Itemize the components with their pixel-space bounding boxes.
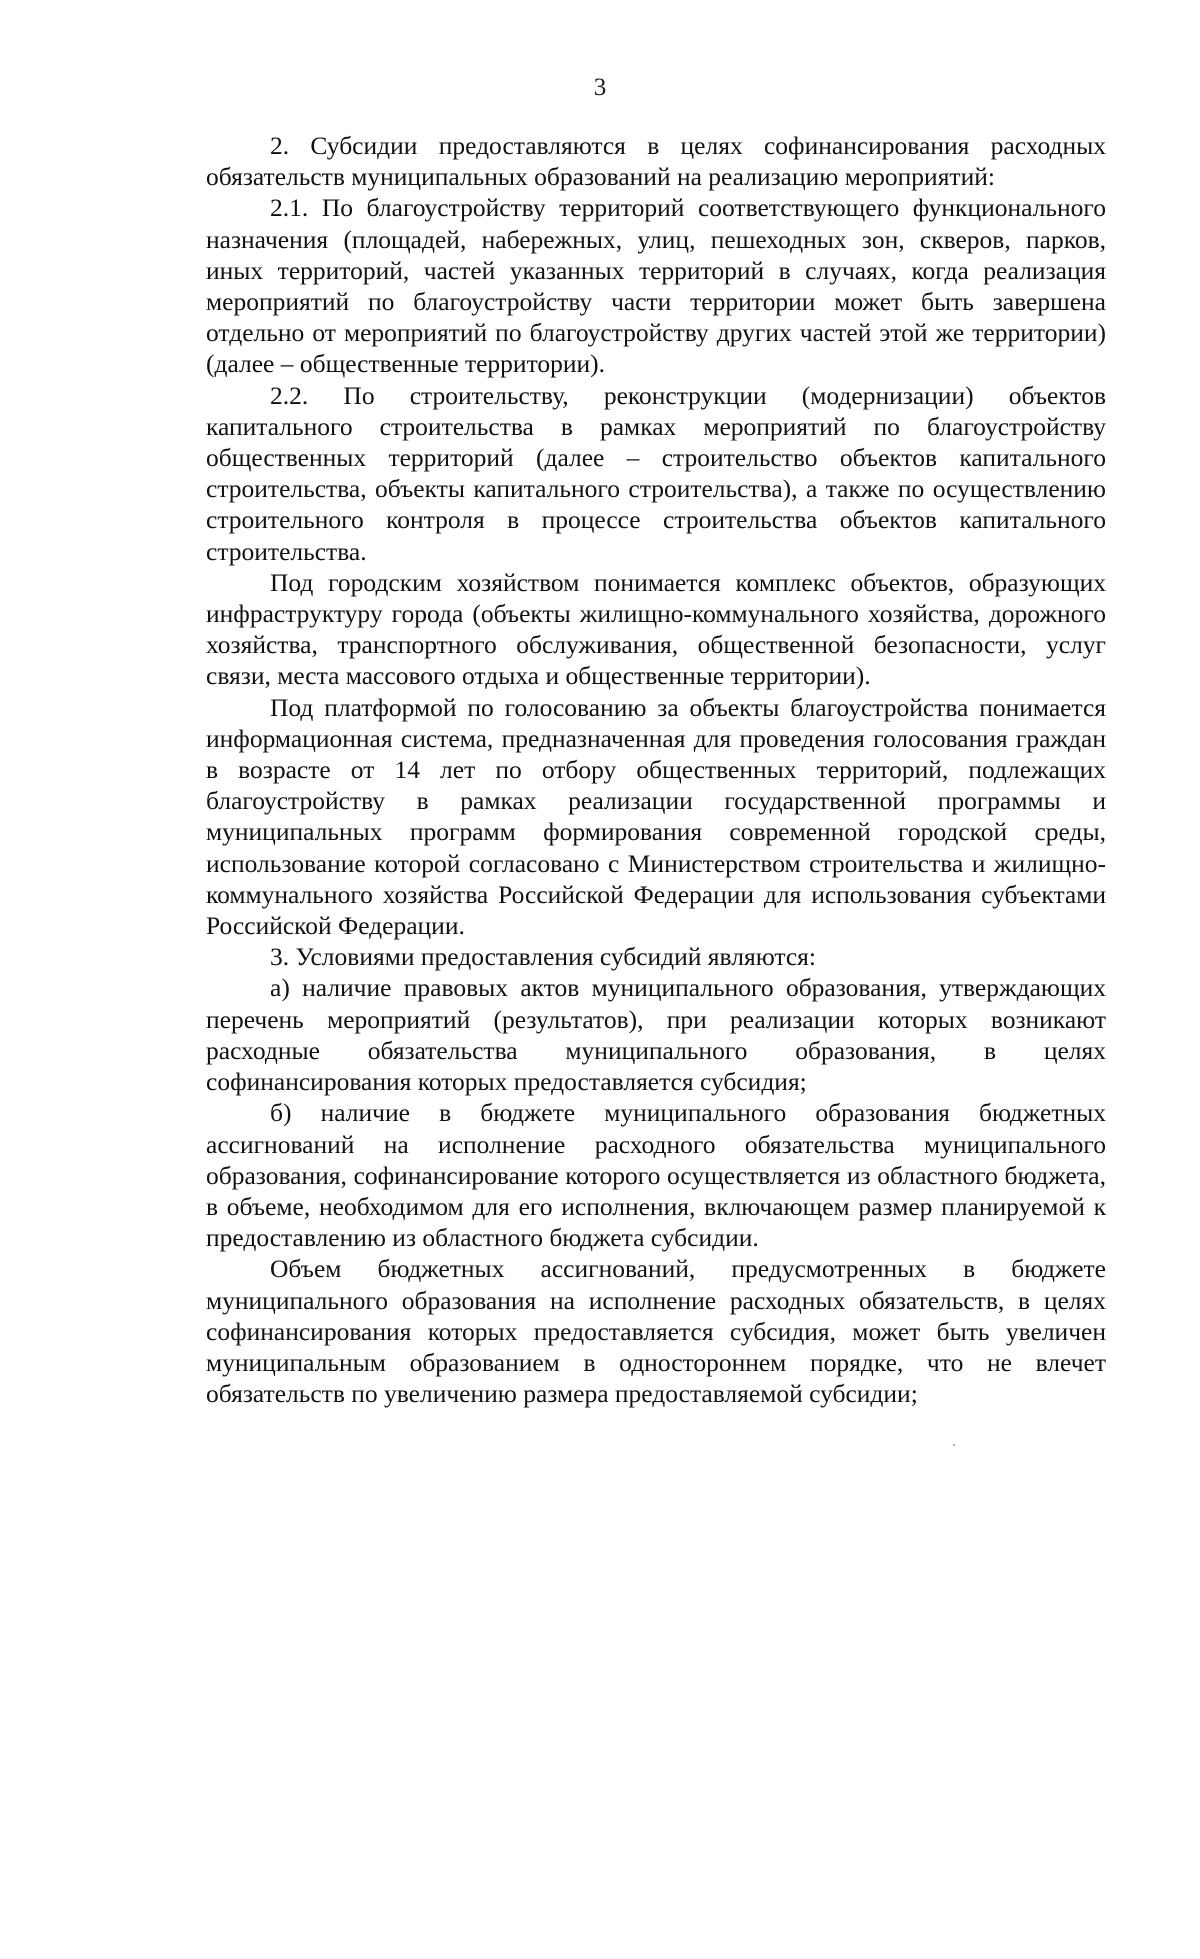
document-body — [206, 130, 1106, 1409]
page-number: 3 — [593, 74, 607, 101]
paragraph-2-1: 2.1. По благоустройству территорий соответствующего функционального назначения (площадей, набережных, улиц, пешеходных зон, скверов, парков, иных территорий, частей указанных территорий в случаях, когда реализация мероприятий по благоустройству части территории может быть завершена отдельно от мероприятий по благоустройству других частей этой же территории) (далее – общественные территории). — [206, 193, 1106, 379]
paragraph-voting-platform-definition: Под платформой по голосованию за объекты благоустройства понимается информационная система, предназначенная для проведения голосования граждан в возрасте от 14 лет по отбору общественных территорий, подлежащих благоустройству в рамках реализации государственной программы и муниципальных программ формирования современной городской среды, использование которой согласовано с Министерством строительства и жилищно-коммунального хозяйства Российской Федерации для использования субъектами Российской Федерации. — [206, 692, 1106, 941]
paragraph-2-2: 2.2. По строительству, реконструкции (модернизации) объектов капитального строительства в рамках мероприятий по благоустройству общественных территорий (далее – строительство объектов капитального строительства, объекты капитального строительства), а также по осуществлению строительного контроля в процессе строительства объектов капитального строительства. — [206, 380, 1106, 566]
paragraph-budget-allocation: Объем бюджетных ассигнований, предусмотренных в бюджете муниципального образования на исполнение расходных обязательств, в целях софинансирования которых предоставляется субсидия, может быть увеличен муниципальным образованием в одностороннем порядке, что не влечет обязательств по увеличению размера предоставляемой субсидии; — [206, 1254, 1106, 1409]
paragraph-3-b: б) наличие в бюджете муниципального образования бюджетных ассигнований на исполнение расходного обязательства муниципального образования, софинансирование которого осуществляется из областного бюджета, в объеме, необходимом для его исполнения, включающем размер планируемой к предоставлению из областного бюджета субсидии. — [206, 1098, 1106, 1253]
paragraph-city-economy-definition: Под городским хозяйством понимается комплекс объектов, образующих инфраструктуру города (объекты жилищно-коммунального хозяйства, дорожного хозяйства, транспортного обслуживания, общественной безопасности, услуг связи, места массового отдыха и общественные территории). — [206, 567, 1106, 691]
paragraph-3: 3. Условиями предоставления субсидий являются: — [270, 942, 816, 972]
paragraph-2: 2. Субсидии предоставляются в целях софинансирования расходных обязательств муниципальных образований на реализацию мероприятий: — [206, 131, 1106, 192]
scan-speck — [953, 1444, 955, 1446]
paragraph-3-a: а) наличие правовых актов муниципального образования, утверждающих перечень мероприятий (результатов), при реализации которых возникают расходные обязательства муниципального образования, в целях софинансирования которых предоставляется субсидия; — [206, 973, 1106, 1097]
